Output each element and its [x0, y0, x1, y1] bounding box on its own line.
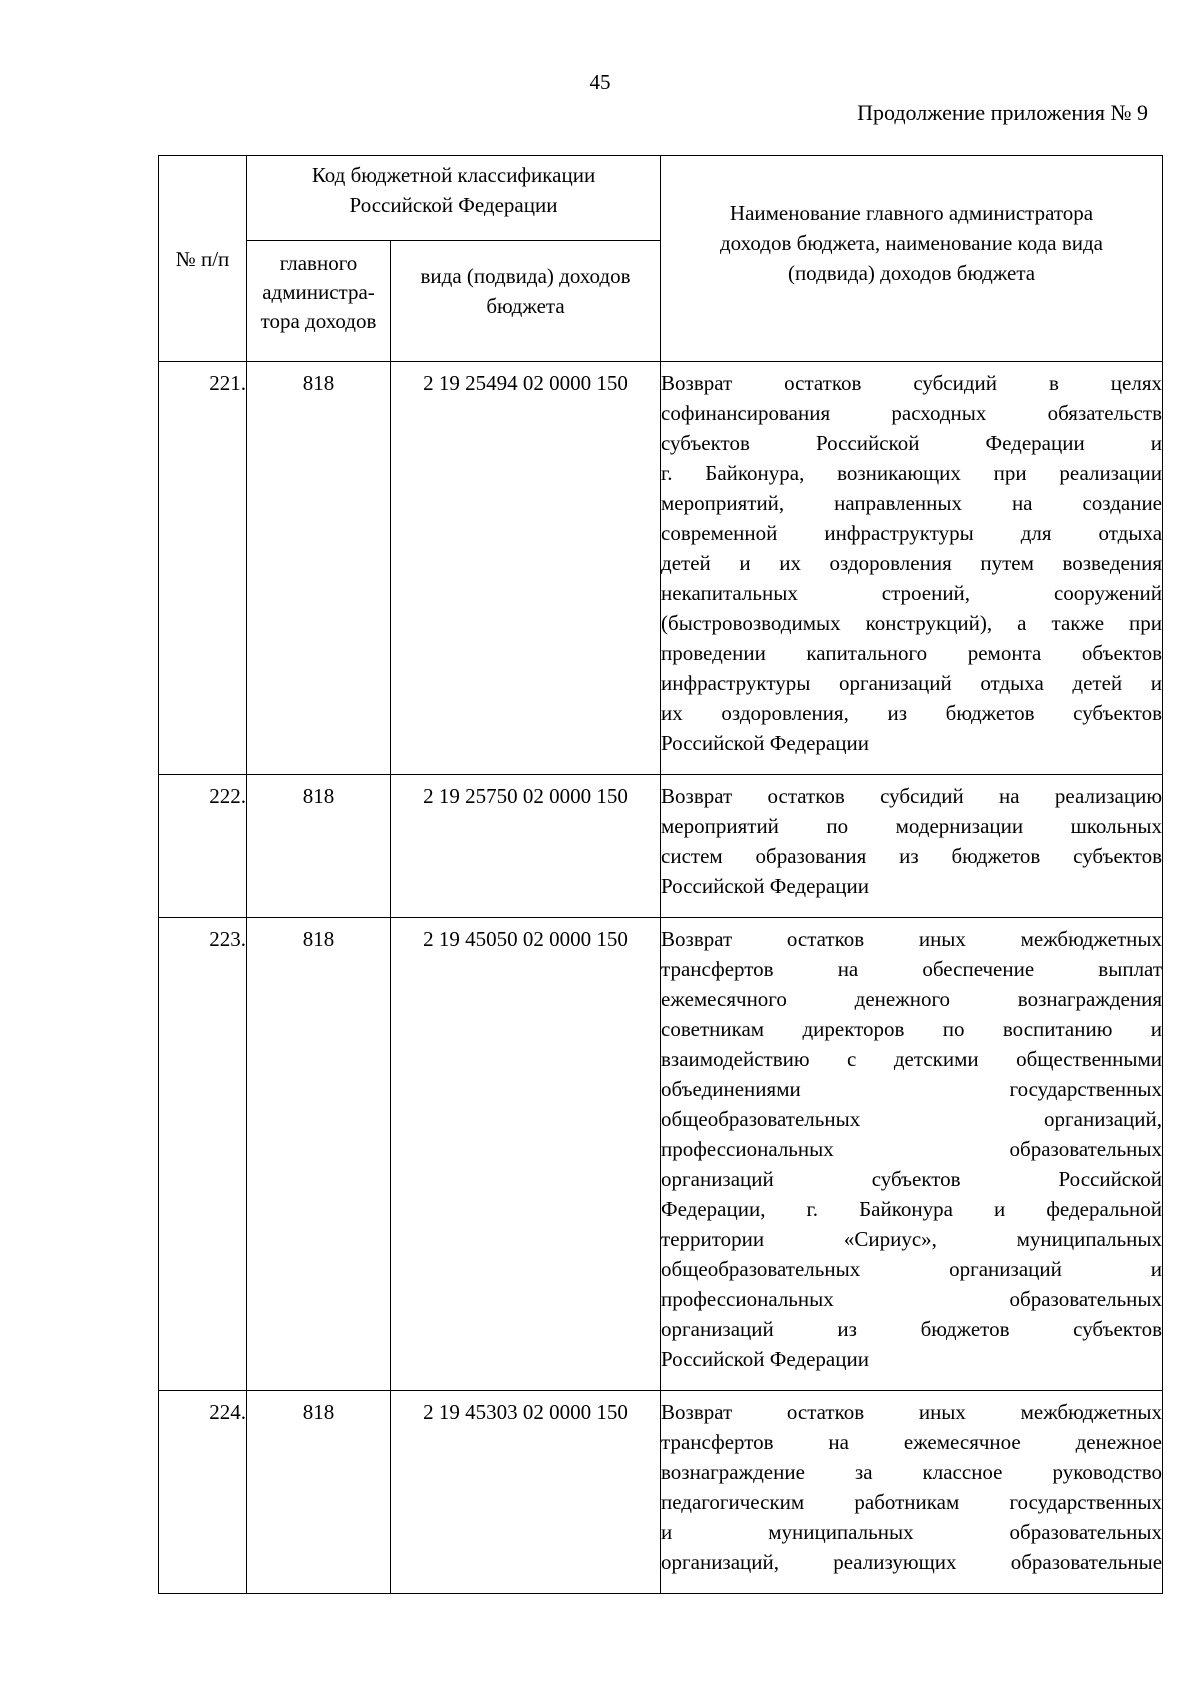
description-line: профессиональных образовательных	[661, 1287, 1163, 1311]
row-income-code: 2 19 25494 02 0000 150	[391, 362, 661, 775]
header-admin-line: главного	[279, 251, 358, 275]
description-line: Возврат остатков субсидий на реализацию	[661, 784, 1163, 808]
row-number: 221.	[159, 362, 247, 775]
description-line: современной инфраструктуры для отдыха	[661, 521, 1163, 545]
row-admin-code: 818	[247, 775, 391, 918]
description-line: детей и их оздоровления путем возведения	[661, 551, 1163, 575]
description-line: советникам директоров по воспитанию и	[661, 1017, 1163, 1041]
description-line: Возврат остатков субсидий в целях	[661, 371, 1163, 395]
header-admin-line: администра-	[262, 280, 375, 304]
table-row	[159, 362, 1163, 775]
description-line: их оздоровления, из бюджетов субъектов	[661, 701, 1163, 725]
row-income-code: 2 19 45050 02 0000 150	[391, 918, 661, 1391]
page-number: 45	[589, 70, 611, 94]
description-line: Российской Федерации	[661, 874, 869, 898]
description-line: трансфертов на ежемесячное денежное	[661, 1430, 1163, 1454]
row-description	[661, 918, 1163, 1391]
description-line: (быстровозводимых конструкций), а также при	[661, 611, 1163, 635]
description-line: организаций, реализующих образовательные	[661, 1550, 1163, 1574]
header-name-line: (подвида) доходов бюджета	[787, 261, 1036, 285]
row-number: 224.	[159, 1391, 247, 1594]
description-line: Возврат остатков иных межбюджетных	[661, 1400, 1163, 1424]
description-line: Российской Федерации	[661, 1347, 869, 1371]
description-line: организаций из бюджетов субъектов	[661, 1317, 1163, 1341]
appendix-continuation-label: Продолжение приложения № 9	[857, 100, 1148, 125]
header-name	[661, 156, 1163, 362]
description-line: педагогическим работникам государственных	[661, 1490, 1163, 1514]
description-line: г. Байконура, возникающих при реализации	[661, 461, 1163, 485]
row-income-code: 2 19 45303 02 0000 150	[391, 1391, 661, 1594]
description-line: субъектов Российской Федерации и	[661, 431, 1163, 455]
row-description	[661, 362, 1163, 775]
description-line: территории «Сириус», муниципальных	[661, 1227, 1163, 1251]
row-description	[661, 775, 1163, 918]
description-line: взаимодействию с детскими общественными	[661, 1047, 1163, 1071]
description-line: некапитальных строений, сооружений	[661, 581, 1163, 605]
description-line: общеобразовательных организаций,	[661, 1107, 1163, 1131]
header-admin	[247, 241, 391, 362]
header-classification-code	[247, 156, 661, 241]
row-admin-code: 818	[247, 918, 391, 1391]
description-line: объединениями государственных	[661, 1077, 1163, 1101]
table-row	[159, 1391, 1163, 1594]
table-row	[159, 918, 1163, 1391]
header-admin-line: тора доходов	[260, 309, 377, 333]
header-name-line: доходов бюджета, наименование кода вида	[720, 231, 1104, 255]
description-line: мероприятий по модернизации школьных	[661, 814, 1163, 838]
header-row-top	[159, 156, 1163, 241]
row-number: 222.	[159, 775, 247, 918]
row-number: 223.	[159, 918, 247, 1391]
row-description	[661, 1391, 1163, 1594]
description-line: трансфертов на обеспечение выплат	[661, 957, 1163, 981]
description-line: организаций субъектов Российской	[661, 1167, 1163, 1191]
row-income-code: 2 19 25750 02 0000 150	[391, 775, 661, 918]
header-income-code-line: вида (подвида) доходов	[420, 264, 631, 288]
header-income-code-line: бюджета	[486, 294, 565, 318]
header-income-code	[391, 241, 661, 362]
table-row	[159, 775, 1163, 918]
budget-classification-table	[158, 155, 1163, 1594]
description-line: систем образования из бюджетов субъектов	[661, 844, 1163, 868]
description-line: Российской Федерации	[661, 731, 869, 755]
description-line: ежемесячного денежного вознаграждения	[661, 987, 1163, 1011]
header-name-line: Наименование главного администратора	[729, 201, 1094, 225]
description-line: инфраструктуры организаций отдыха детей и	[661, 671, 1163, 695]
row-admin-code: 818	[247, 362, 391, 775]
description-line: Возврат остатков иных межбюджетных	[661, 927, 1163, 951]
header-classification-line: Код бюджетной классификации	[311, 163, 596, 187]
description-line: общеобразовательных организаций и	[661, 1257, 1163, 1281]
row-admin-code: 818	[247, 1391, 391, 1594]
description-line: мероприятий, направленных на создание	[661, 491, 1163, 515]
description-line: проведении капитального ремонта объектов	[661, 641, 1163, 665]
description-line: софинансирования расходных обязательств	[661, 401, 1163, 425]
description-line: вознаграждение за классное руководство	[661, 1460, 1163, 1484]
header-classification-line: Российской Федерации	[349, 193, 558, 217]
description-line: Федерации, г. Байконура и федеральной	[661, 1197, 1163, 1221]
header-number: № п/п	[159, 156, 247, 362]
description-line: и муниципальных образовательных	[661, 1520, 1163, 1544]
description-line: профессиональных образовательных	[661, 1137, 1163, 1161]
